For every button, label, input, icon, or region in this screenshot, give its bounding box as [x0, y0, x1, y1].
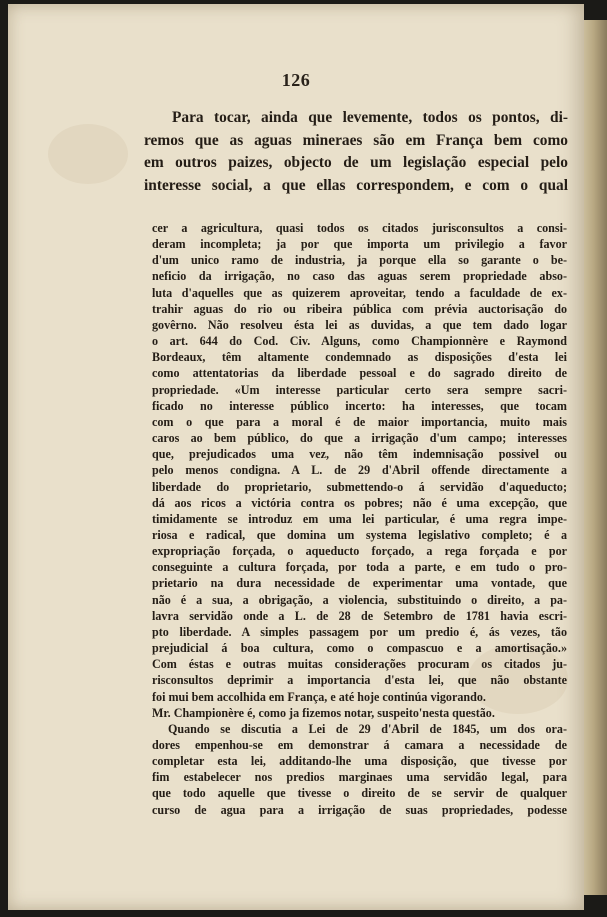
- intro-line: interesse social, a que ellas correspondem, e com o qual: [144, 176, 568, 194]
- body-line: completar esta lei, additando-lhe uma disposição, que tivesse por: [152, 754, 567, 769]
- body-line: que todo aquelle que tivesse o direito de se servir de qualquer: [152, 786, 567, 801]
- body-line: curso de agua para a irrigação de suas propriedades, podesse: [152, 802, 567, 817]
- body-line: risconsultos deprimir a importancia d'esta lei, que não obstante: [152, 673, 567, 688]
- body-line: pto liberdade. A simples passagem por um predio é, ás vezes, tão: [152, 624, 567, 639]
- body-line: que, prejudicados uma vez, não têm indemnisação possivel ou: [152, 447, 567, 462]
- body-line: lavra servidão onde a L. de 28 de Setembro de 1781 havia escri-: [152, 608, 567, 623]
- body-line: dores empenhou-se em demonstrar á camara a necessidade de: [152, 738, 567, 752]
- body-line: neficio da irrigação, no caso das aguas serem propriedade abso-: [152, 269, 567, 284]
- body-line: liberdade do proprietario, submettendo-o á servidão d'aqueducto;: [152, 479, 567, 494]
- body-line: govêrno. Não resolveu ésta lei as duvidas, a que tem dado logar: [152, 317, 567, 332]
- body-line: timidamente se introduz em uma lei particular, é uma regra impe-: [152, 511, 567, 526]
- body-line: trahir aguas do rio ou ribeira pública com prévia auctorisação do: [152, 301, 567, 316]
- page-number: 126: [281, 70, 311, 90]
- intro-line: remos que as aguas mineraes são em França bem como: [144, 131, 568, 149]
- body-line: Bordeaux, têm altamente condemnado as disposições d'esta lei: [152, 350, 567, 365]
- body-line: Mr. Championère é, como ja fizemos notar, suspeito'nesta questão.: [152, 705, 495, 720]
- body-line: propriedade. «Um interesse particular certo sera sempre sacri-: [152, 382, 567, 397]
- body-line: não é a sua, a obrigação, a violencia, substituindo o direito, a pa-: [152, 592, 567, 607]
- body-line: cer a agricultura, quasi todos os citados jurisconsultos a consi-: [152, 221, 567, 235]
- body-text: [152, 220, 567, 818]
- body-line: caros ao bem público, do que a irrigação d'um campo; interesses: [152, 431, 567, 446]
- body-line: prejudicial á boa cultura, como o compascuo e a amortisação.»: [152, 641, 567, 656]
- body-line: foi mui bem accolhida em França, e até hoje continúa vigorando.: [152, 689, 486, 704]
- book-page: [8, 4, 584, 910]
- body-line: com o que para a moral é de maior importancia, muito mais: [152, 414, 567, 429]
- body-line: fim estabelecer nos predios marginaes uma servidão legal, para: [152, 770, 567, 785]
- paper-stain: [48, 124, 128, 184]
- body-line: dá aos ricos a victória contra os pobres; não é uma excepção, que: [152, 495, 567, 510]
- body-line: Quando se discutia a Lei de 29 d'Abril de 1845, um dos ora-: [168, 721, 567, 736]
- body-line: Com éstas e outras muitas considerações procuram os citados ju-: [152, 657, 567, 672]
- body-line: ficado no interesse público incerto: ha interesses, que tocam: [152, 398, 567, 413]
- body-line: pelo menos condigna. A L. de 29 d'Abril offende directamente a: [152, 463, 567, 478]
- intro-line: Para tocar, ainda que levemente, todos os pontos, di-: [172, 109, 568, 126]
- intro-paragraph: [144, 107, 568, 197]
- body-line: luta d'aquelles que as quizerem aproveitar, tendo a faculdade de ex-: [152, 285, 567, 300]
- body-line: o art. 644 do Cod. Civ. Alguns, como Championnère e Raymond: [152, 334, 567, 349]
- body-line: deram incompleta; ja por que importa um privilegio a favor: [152, 237, 567, 252]
- body-line: como attentatorias da liberdade pessoal e do sagrado direito de: [152, 366, 567, 381]
- body-line: riosa e radical, que domina um systema legislativo completo; é a: [152, 527, 567, 542]
- body-line: d'um unico ramo de industria, ja porque ella so garante o be-: [152, 253, 567, 268]
- body-line: prietario na dura necessidade de experimentar uma vontade, que: [152, 576, 567, 591]
- intro-line: em outros paizes, objecto de um legislação especial pelo: [144, 154, 568, 171]
- page-edge: [584, 20, 607, 895]
- body-line: expropriação forçada, o aqueducto forçado, a rega forçada e por: [152, 544, 567, 559]
- body-line: conseguinte a cultura forçada, por toda a parte, e em tudo o pro-: [152, 560, 567, 575]
